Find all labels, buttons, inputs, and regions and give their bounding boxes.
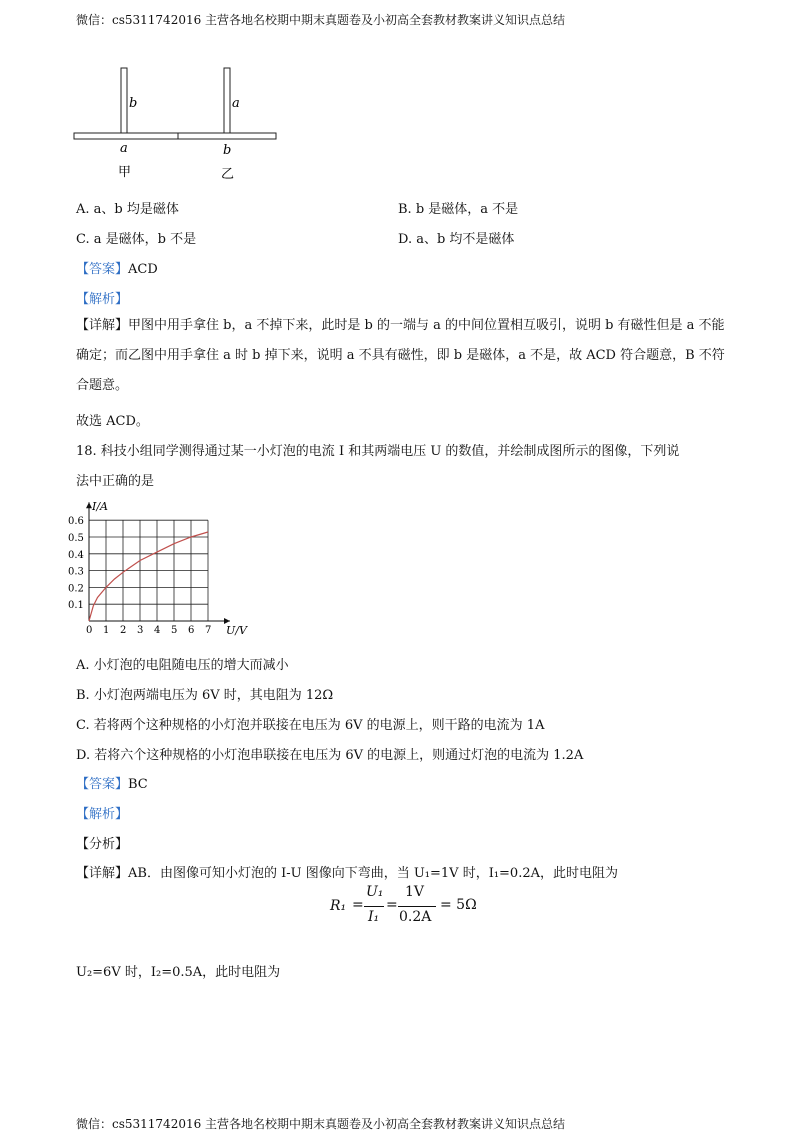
q17-conclusion: 故选 ACD。 [76, 414, 149, 429]
vertical-bar-left [121, 68, 127, 134]
caption-left: 甲 [118, 165, 132, 180]
q18-stem-line2: 法中正确的是 [76, 474, 155, 489]
magnet-bars-figure [66, 62, 326, 182]
q17-analysis-tag: 【解析】 [76, 292, 129, 307]
resistance-formula [330, 884, 500, 934]
q18-option-a: A. 小灯泡的电阻随电压的增大而减小 [76, 658, 289, 673]
y-tick-label: 0.1 [68, 600, 84, 612]
q18-analysis-tag: 【解析】 [76, 807, 129, 822]
vertical-bar-right [224, 68, 230, 134]
iu-curve [89, 532, 208, 621]
horizontal-bar-left [74, 133, 178, 139]
q18-option-d: D. 若将六个这种规格的小灯泡串联接在电压为 6V 的电源上，则通过灯泡的电流为 1.2A [76, 748, 584, 763]
formula-num1: U₁ [366, 884, 384, 900]
formula-den2: 0.2A [399, 909, 432, 925]
formula-num2: 1V [405, 884, 425, 900]
label-left-lower: a [120, 141, 128, 156]
y-tick-label: 0.2 [68, 583, 84, 595]
label-right-lower: b [223, 143, 232, 158]
q17-option-a: A. a、b 均是磁体 [76, 202, 179, 217]
detail-tag: 【详解】 [76, 866, 129, 881]
y-tick-label: 0.4 [68, 549, 84, 561]
y-tick-label: 0.6 [68, 516, 84, 528]
x-tick-label: 6 [188, 625, 195, 636]
fraction-bar-2 [398, 906, 436, 907]
q17-answer [76, 258, 158, 277]
page-footer: 微信：cs5311742016 主营各地名校期中期末真题卷及小初高全套教材教案讲义知识点总结 [76, 1117, 566, 1131]
x-tick-label: 7 [205, 625, 212, 636]
detail-text: 甲图中用手拿住 b，a 不掉下来，此时是 b 的一端与 a 的中间位置相互吸引，说明 b 有磁性但是 a 不能确定；而乙图中用手拿住 a 时 b 掉下来，说明 a 不具有磁性，即 b 是磁体，a 不是，故 ACD 符合题意，B 不符合题意。 [76, 318, 725, 393]
page-header: 微信：cs5311742016 主营各地名校期中期末真题卷及小初高全套教材教案讲义知识点总结 [76, 13, 566, 27]
q18-option-c: C. 若将两个这种规格的小灯泡并联接在电压为 6V 的电源上，则干路的电流为 1A [76, 718, 545, 733]
answer-tag: 【答案】 [76, 777, 129, 792]
answer-value: ACD [128, 262, 158, 277]
x-tick-label: 2 [120, 625, 127, 636]
answer-value: BC [128, 777, 148, 792]
y-axis-label: I/A [92, 500, 108, 514]
x-tick-label: 1 [103, 625, 110, 636]
answer-tag: 【答案】 [76, 262, 129, 277]
fraction-bar-1 [364, 906, 384, 907]
x-tick-label: 5 [171, 625, 178, 636]
q18-detail [76, 862, 618, 881]
q18-next-line: U₂=6V 时，I₂=0.5A，此时电阻为 [76, 965, 281, 980]
formula-eq3: = 5Ω [440, 897, 477, 913]
x-tick-label: 3 [137, 625, 144, 636]
q18-answer [76, 773, 148, 792]
formula-den1: I₁ [368, 909, 380, 925]
caption-right: 乙 [221, 167, 235, 182]
formula-eq1: = [352, 897, 364, 913]
q17-detail [76, 311, 726, 401]
label-right-upper: a [232, 96, 240, 111]
detail-text: AB．由图像可知小灯泡的 I-U 图像向下弯曲，当 U₁=1V 时，I₁=0.2A，此时电阻为 [128, 866, 618, 881]
x-tick-label: 4 [154, 625, 161, 636]
y-tick-label: 0.3 [68, 566, 84, 578]
q17-option-b: B. b 是磁体，a 不是 [398, 202, 519, 217]
q17-option-c: C. a 是磁体，b 不是 [76, 232, 197, 247]
q18-fenxi-tag: 【分析】 [76, 837, 129, 852]
y-tick-label: 0.5 [68, 533, 84, 544]
detail-tag: 【详解】 [76, 318, 129, 333]
x-axis-label: U/V [226, 624, 247, 637]
label-left-upper: b [129, 96, 138, 111]
iu-chart [62, 497, 262, 637]
formula-lhs: R₁ [330, 898, 347, 914]
q18-stem-line1: 18. 科技小组同学测得通过某一小灯泡的电流 I 和其两端电压 U 的数值，并绘制成图所示的图像，下列说 [76, 444, 680, 459]
q17-option-d: D. a、b 均不是磁体 [398, 232, 515, 247]
horizontal-bar-right [178, 133, 276, 139]
x-tick-label: 0 [86, 625, 93, 636]
q18-option-b: B. 小灯泡两端电压为 6V 时，其电阻为 12Ω [76, 688, 334, 703]
formula-eq2: = [386, 897, 398, 913]
